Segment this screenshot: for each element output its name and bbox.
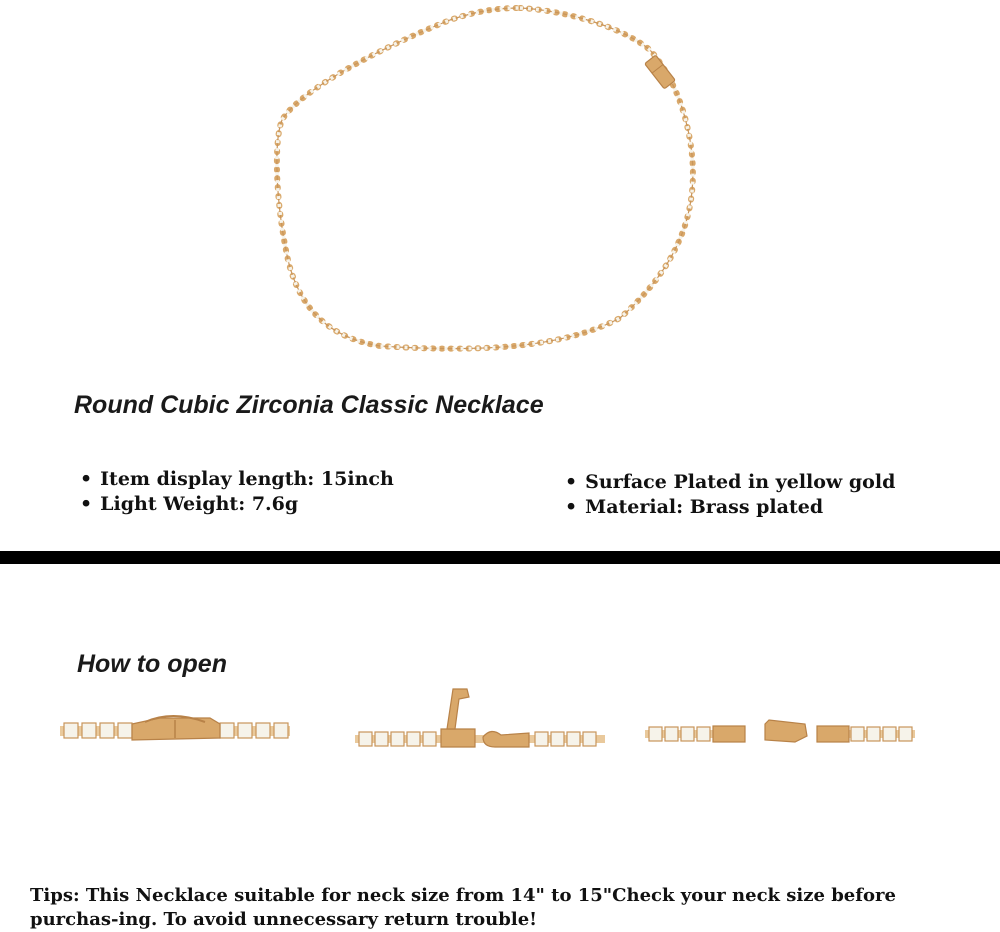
spec-item-weight: • Light Weight: 7.6g <box>80 492 394 517</box>
spec-item-material: • Material: Brass plated <box>565 495 895 520</box>
section-divider <box>0 551 1000 564</box>
clasp-step-closed <box>60 680 290 760</box>
spec-item-length: • Item display length: 15inch <box>80 467 394 492</box>
clasp-step-open <box>645 680 915 760</box>
necklace-chain <box>277 8 693 349</box>
necklace-clasp <box>645 55 676 89</box>
clasp-step-opening <box>355 680 605 770</box>
spec-list-right <box>565 470 895 520</box>
necklace-image <box>0 0 1000 380</box>
product-title: Round Cubic Zirconia Classic Necklace <box>74 391 544 419</box>
spec-item-plating: • Surface Plated in yellow gold <box>565 470 895 495</box>
how-to-open-title: How to open <box>77 650 227 678</box>
spec-list-left <box>80 467 394 517</box>
tips-text: Tips: This Necklace suitable for neck size from 14" to 15"Check your neck size before purchas-ing. To avoid unnecessary return trouble! <box>30 885 896 930</box>
